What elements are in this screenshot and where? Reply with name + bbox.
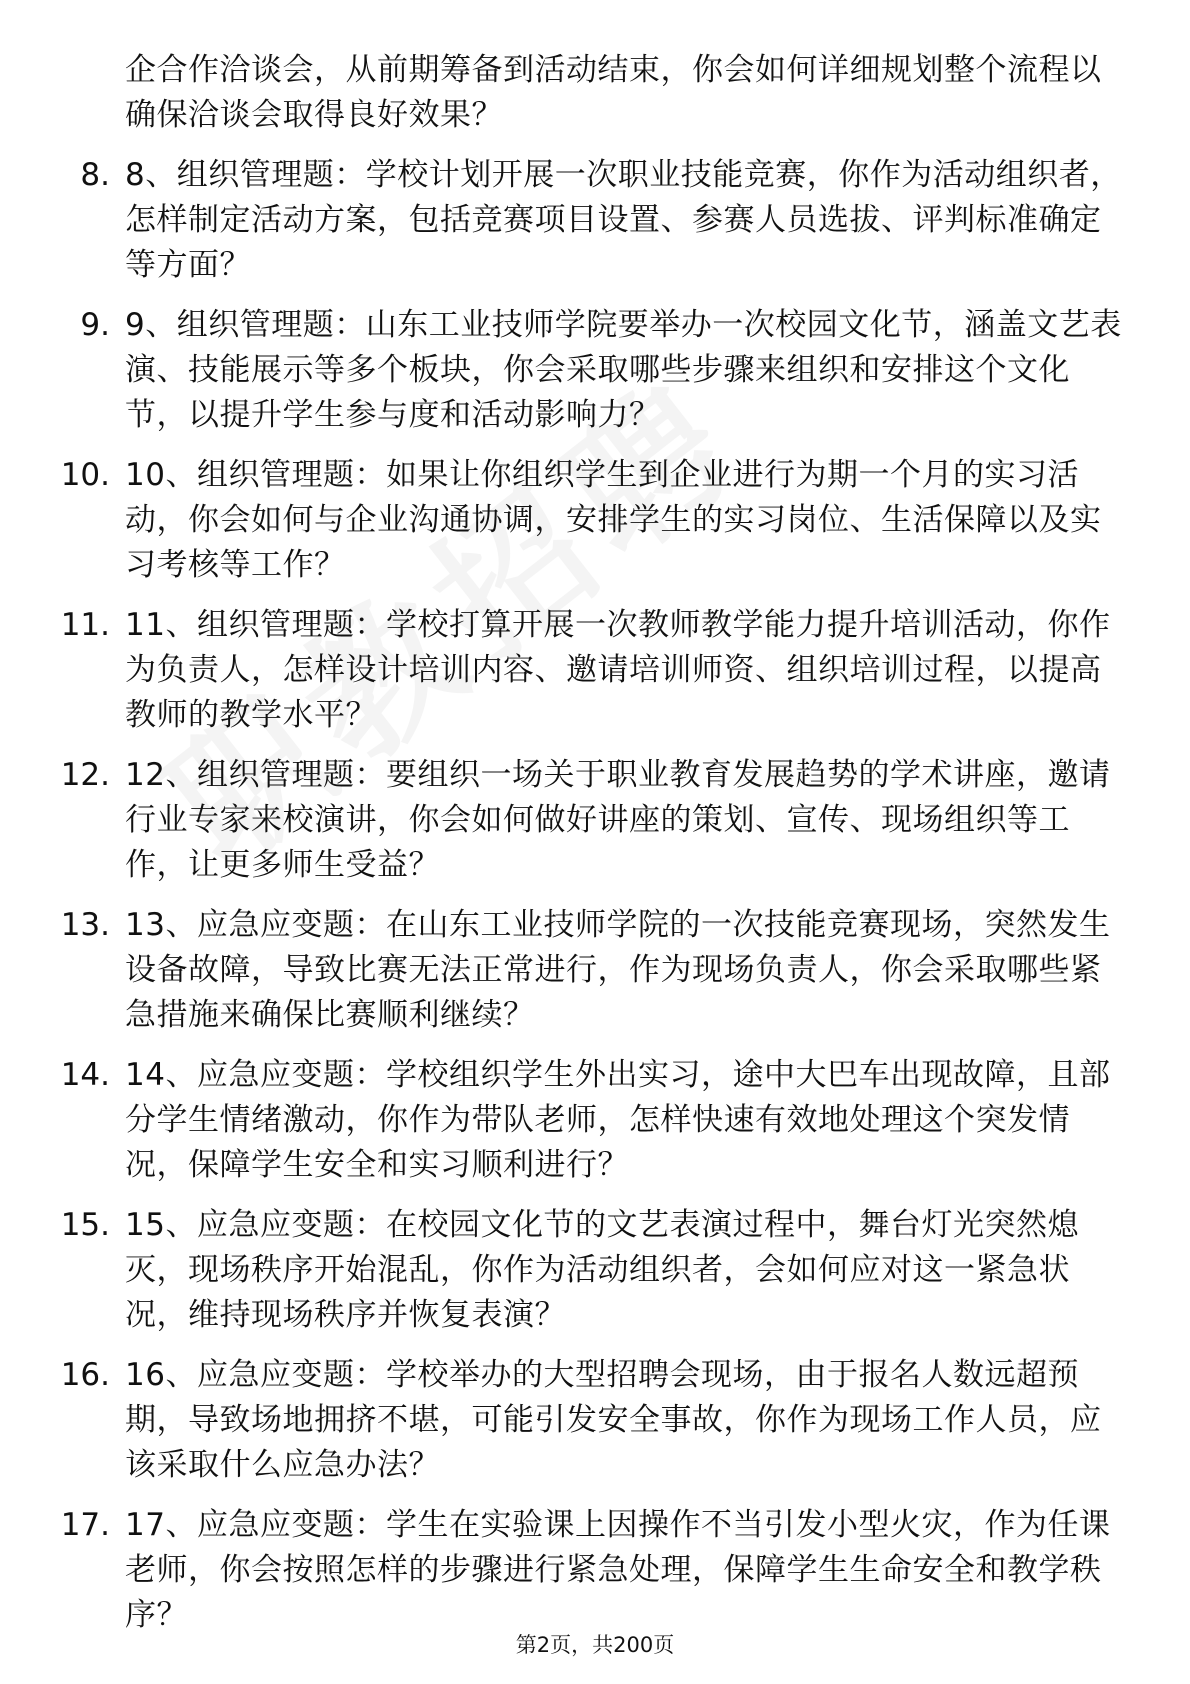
item-text: 8、组织管理题：学校计划开展一次职业技能竞赛，你作为活动组织者，怎样制定活动方案，包括竞赛项目设置、参赛人员选拔、评判标准确定等方面？ — [125, 157, 1122, 283]
list-item — [60, 603, 1130, 738]
item-number: 14. — [60, 1057, 110, 1093]
list-item — [60, 153, 1130, 288]
item-number: 10. — [60, 457, 110, 493]
list-item — [60, 753, 1130, 888]
list-item — [60, 453, 1130, 588]
list-item — [60, 303, 1130, 438]
list-item — [60, 903, 1130, 1038]
item-text: 14、应急应变题：学校组织学生外出实习，途中大巴车出现故障，且部分学生情绪激动，你作为带队老师，怎样快速有效地处理这个突发情况，保障学生安全和实习顺利进行？ — [125, 1057, 1111, 1183]
item-number: 12. — [60, 757, 110, 793]
item-text: 企合作洽谈会，从前期筹备到活动结束，你会如何详细规划整个流程以确保洽谈会取得良好效果？ — [125, 52, 1102, 133]
item-text: 15、应急应变题：在校园文化节的文艺表演过程中，舞台灯光突然熄灭，现场秩序开始混乱，你作为活动组织者，会如何应对这一紧急状况，维持现场秩序并恢复表演？ — [125, 1207, 1079, 1333]
item-number: 13. — [60, 907, 110, 943]
item-number: 15. — [60, 1207, 110, 1243]
item-text: 11、组织管理题：学校打算开展一次教师教学能力提升培训活动，你作为负责人，怎样设计培训内容、邀请培训师资、组织培训过程，以提高教师的教学水平？ — [125, 607, 1111, 733]
item-text: 17、应急应变题：学生在实验课上因操作不当引发小型火灾，作为任课老师，你会按照怎样的步骤进行紧急处理，保障学生生命安全和教学秩序？ — [125, 1507, 1111, 1633]
item-text: 10、组织管理题：如果让你组织学生到企业进行为期一个月的实习活动，你会如何与企业沟通协调，安排学生的实习岗位、生活保障以及实习考核等工作？ — [125, 457, 1102, 583]
item-text: 9、组织管理题：山东工业技师学院要举办一次校园文化节，涵盖文艺表演、技能展示等多个板块，你会采取哪些步骤来组织和安排这个文化节，以提升学生参与度和活动影响力？ — [125, 307, 1122, 433]
list-item — [60, 1503, 1130, 1638]
list-item — [60, 1203, 1130, 1338]
item-number: 9. — [80, 307, 110, 343]
item-number: 17. — [60, 1507, 110, 1543]
item-number: 16. — [60, 1357, 110, 1393]
list-item — [60, 1053, 1130, 1188]
list-item-continuation — [60, 48, 1130, 138]
question-list — [60, 48, 1130, 1653]
page-footer: 第2页，共200页 — [515, 1633, 675, 1657]
item-number: 11. — [60, 607, 110, 643]
item-text: 12、组织管理题：要组织一场关于职业教育发展趋势的学术讲座，邀请行业专家来校演讲，你会如何做好讲座的策划、宣传、现场组织等工作，让更多师生受益？ — [125, 757, 1111, 883]
item-number: 8. — [80, 157, 110, 193]
item-text: 16、应急应变题：学校举办的大型招聘会现场，由于报名人数远超预期，导致场地拥挤不堪，可能引发安全事故，你作为现场工作人员，应该采取什么应急办法？ — [125, 1357, 1102, 1483]
item-text: 13、应急应变题：在山东工业技师学院的一次技能竞赛现场，突然发生设备故障，导致比赛无法正常进行，作为现场负责人，你会采取哪些紧急措施来确保比赛顺利继续？ — [125, 907, 1111, 1033]
list-item — [60, 1353, 1130, 1488]
